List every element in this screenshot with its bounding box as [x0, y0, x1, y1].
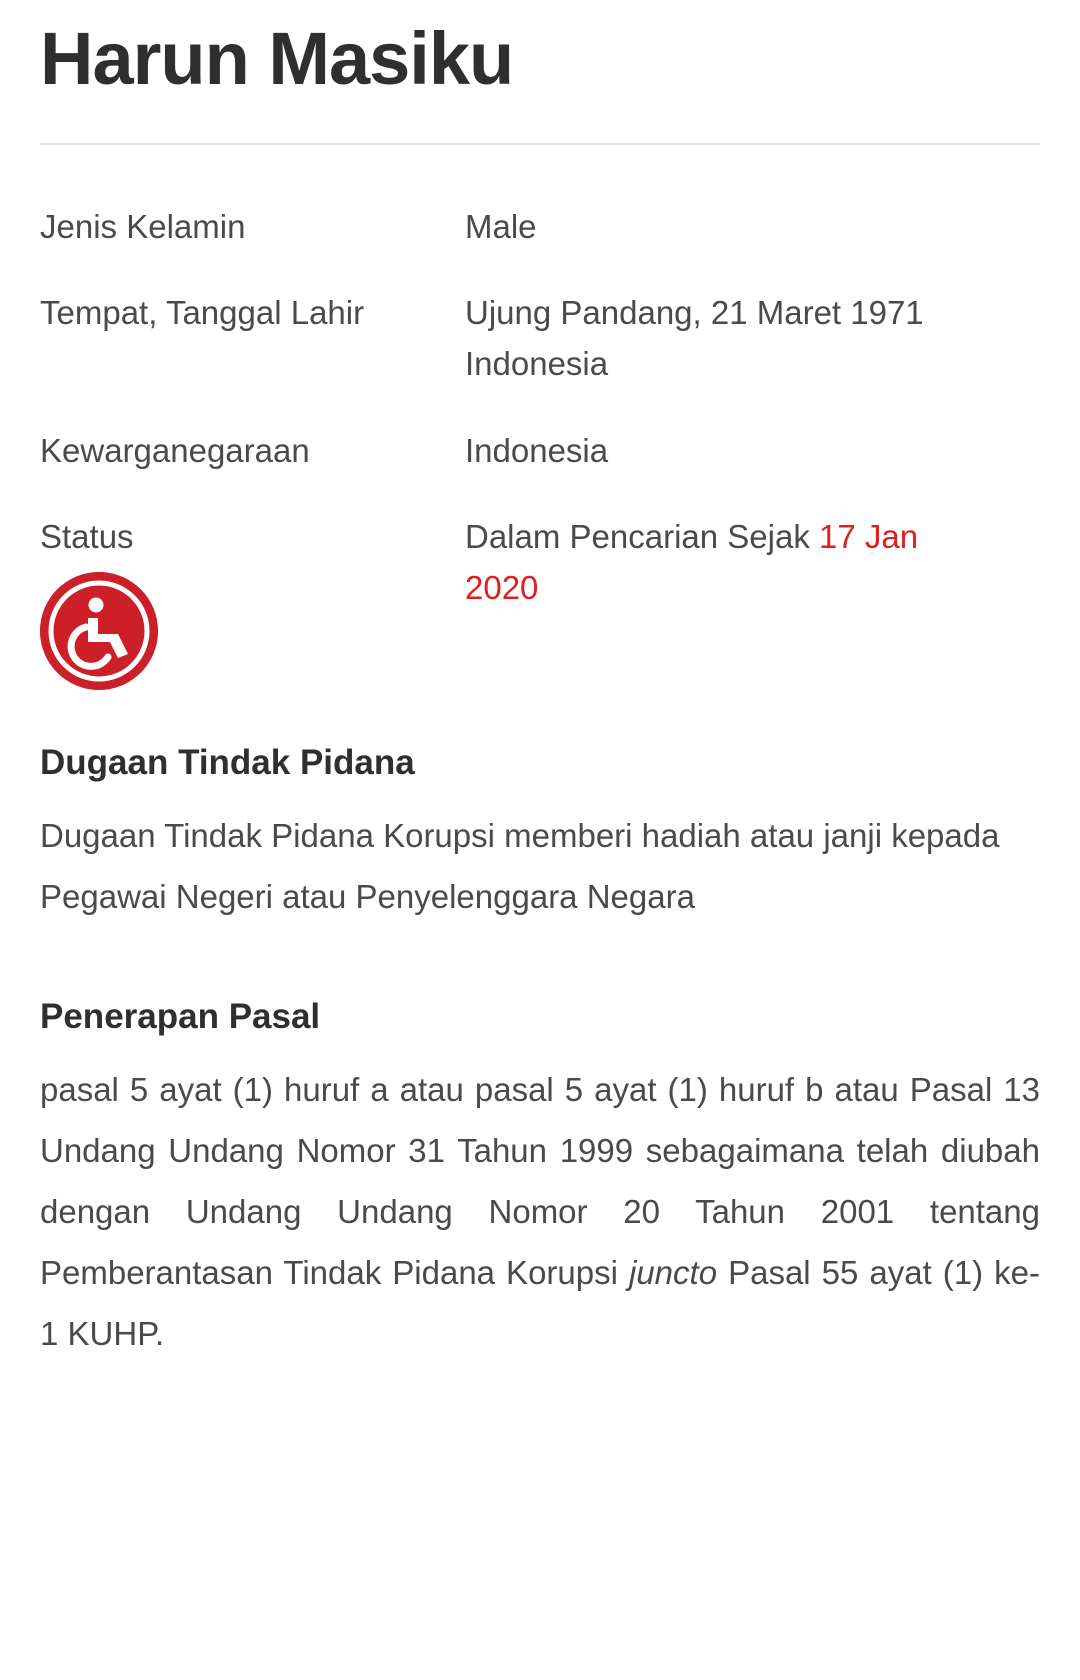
pasal-text-part1: pasal 5 ayat (1) huruf a atau pasal 5 ayat (1) huruf b atau Pasal 13 Undang Undang Nomor 31 Tahun 1999 sebagaimana telah diubah dengan Undang Undang Nomor 20 Tahun 2001 tentang Pemberantasan Tindak Pidana Korupsi	[40, 1070, 1040, 1292]
section-body-dugaan: Dugaan Tindak Pidana Korupsi memberi hadiah atau janji kepada Pegawai Negeri atau Penyelenggara Negara	[40, 816, 1000, 915]
pasal-text-part2: Pasal 55 ayat (1) ke-1 KUHP.	[40, 1254, 1040, 1353]
detail-label-status	[40, 495, 465, 709]
detail-label-birth: Tempat, Tanggal Lahir	[40, 294, 365, 332]
status-label-text: Status	[40, 517, 134, 555]
detail-label-gender: Jenis Kelamin	[40, 208, 246, 246]
section-heading-dugaan: Dugaan Tindak Pidana	[40, 742, 415, 782]
detail-table	[40, 185, 1040, 709]
title-divider	[40, 143, 1040, 145]
section-spacer	[40, 927, 1040, 963]
status-date: 17 Jan 2020	[465, 517, 919, 606]
pasal-text-italic: juncto	[628, 1254, 718, 1292]
status-text: Dalam Pencarian Sejak	[465, 517, 820, 555]
section-heading-pasal: Penerapan Pasal	[40, 996, 321, 1036]
table-row	[40, 409, 1040, 495]
page-title: Harun Masiku	[40, 17, 514, 100]
detail-value-status	[465, 495, 1040, 709]
table-row	[40, 271, 1040, 408]
wheelchair-icon	[40, 572, 455, 690]
document-page	[0, 8, 1080, 1364]
table-row	[40, 185, 1040, 271]
table-row-status	[40, 495, 1040, 709]
section-body-pasal	[40, 1059, 1040, 1364]
detail-value-gender: Male	[465, 208, 537, 246]
detail-value-nationality: Indonesia	[465, 431, 609, 469]
detail-label-nationality: Kewarganegaraan	[40, 431, 310, 469]
detail-value-birth: Ujung Pandang, 21 Maret 1971 Indonesia	[465, 294, 924, 383]
